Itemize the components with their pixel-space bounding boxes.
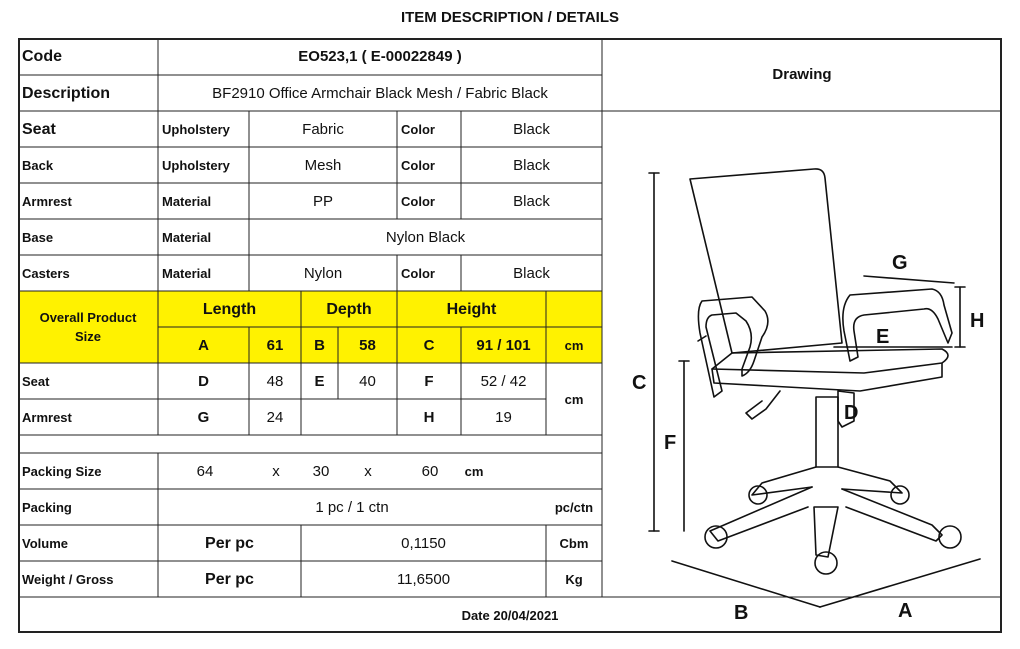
seat-attr-label: Upholstery	[162, 121, 230, 137]
weight-label: Weight / Gross	[22, 571, 114, 587]
drawing-letter-h: H	[970, 310, 985, 332]
dim-e-letter: E	[314, 372, 325, 390]
drawing-letter-b: B	[734, 602, 749, 624]
back-color-value: Black	[513, 156, 550, 174]
packing-size-height: 60	[421, 462, 439, 480]
dim-h-letter: H	[423, 408, 435, 426]
back-attr-value: Mesh	[304, 156, 342, 174]
dim-d-letter: D	[198, 372, 209, 390]
drawing-label: Drawing	[772, 66, 832, 83]
casters-component-label: Casters	[22, 265, 70, 281]
dim-g-letter: G	[197, 408, 210, 426]
seat-color-label: Color	[401, 121, 435, 137]
drawing-letter-f: F	[664, 432, 677, 454]
drawing-letter-c: C	[632, 372, 647, 394]
seat-dims-label: Seat	[22, 373, 50, 389]
code-label: Code	[22, 48, 62, 65]
dim-f-value: 52 / 42	[480, 372, 527, 390]
casters-attr-label: Material	[162, 265, 212, 281]
description-value: BF2910 Office Armchair Black Mesh / Fabric Black	[212, 84, 548, 102]
overall-size-unit: cm	[564, 337, 584, 353]
packing-value: 1 pc / 1 ctn	[315, 498, 389, 516]
dim-a-letter: A	[198, 336, 209, 354]
dim-h-value: 19	[495, 408, 512, 426]
drawing-letter-g: G	[892, 252, 908, 274]
base-attr-value: Nylon Black	[385, 228, 466, 246]
depth-header: Depth	[326, 300, 372, 318]
packing-size-label: Packing Size	[22, 463, 102, 479]
dims-unit: cm	[564, 391, 584, 407]
spec-table	[18, 38, 1002, 633]
weight-per-pc: Per pc	[205, 570, 254, 588]
overall-size-label: Overall Product Size	[39, 310, 137, 344]
volume-per-pc: Per pc	[205, 534, 254, 552]
packing-label: Packing	[22, 499, 72, 515]
base-attr-label: Material	[162, 229, 212, 245]
seat-attr-value: Fabric	[302, 120, 344, 138]
seat-color-value: Black	[513, 120, 550, 138]
packing-size-width: 30	[312, 462, 330, 480]
chair-drawing	[602, 111, 1002, 624]
dim-b-letter: B	[314, 336, 325, 354]
armrest-component-label: Armrest	[22, 193, 72, 209]
packing-size-unit: cm	[464, 463, 484, 479]
armrest-attr-value: PP	[312, 192, 333, 210]
dim-c-letter: C	[423, 336, 435, 354]
volume-value: 0,1150	[401, 534, 446, 552]
armrest-color-label: Color	[401, 193, 435, 209]
packing-size-x2: x	[364, 462, 372, 480]
volume-label: Volume	[22, 535, 68, 551]
dim-b-value: 58	[359, 336, 376, 354]
dim-d-value: 48	[266, 372, 284, 390]
dim-c-value: 91 / 101	[476, 336, 531, 354]
packing-size-length: 64	[196, 462, 214, 480]
code-value: EO523,1 ( E-00022849 )	[298, 48, 462, 65]
description-label: Description	[22, 84, 111, 102]
back-attr-label: Upholstery	[162, 157, 230, 173]
height-header: Height	[446, 300, 497, 318]
packing-size-x1: x	[272, 462, 280, 480]
drawing-letter-a: A	[898, 600, 913, 622]
casters-attr-value: Nylon	[303, 264, 343, 282]
packing-unit: pc/ctn	[554, 499, 594, 515]
armrest-color-value: Black	[513, 192, 550, 210]
dim-f-letter: F	[424, 372, 434, 390]
seat-component-label: Seat	[22, 120, 56, 138]
drawing-letter-e: E	[876, 326, 890, 348]
casters-color-value: Black	[513, 264, 550, 282]
date-footer: Date 20/04/2021	[461, 607, 559, 623]
armrest-dims-label: Armrest	[22, 409, 72, 425]
weight-value: 11,6500	[396, 570, 451, 588]
dim-g-value: 24	[266, 408, 284, 426]
drawing-letter-d: D	[844, 402, 859, 424]
base-component-label: Base	[22, 229, 54, 245]
dim-e-value: 40	[359, 372, 376, 390]
back-component-label: Back	[22, 157, 54, 173]
volume-unit: Cbm	[559, 535, 589, 551]
length-header: Length	[202, 300, 257, 318]
casters-color-label: Color	[401, 265, 435, 281]
dim-a-value: 61	[266, 336, 284, 354]
document-title: ITEM DESCRIPTION / DETAILS	[400, 9, 620, 26]
weight-unit: Kg	[565, 571, 583, 587]
back-color-label: Color	[401, 157, 435, 173]
armrest-attr-label: Material	[162, 193, 212, 209]
